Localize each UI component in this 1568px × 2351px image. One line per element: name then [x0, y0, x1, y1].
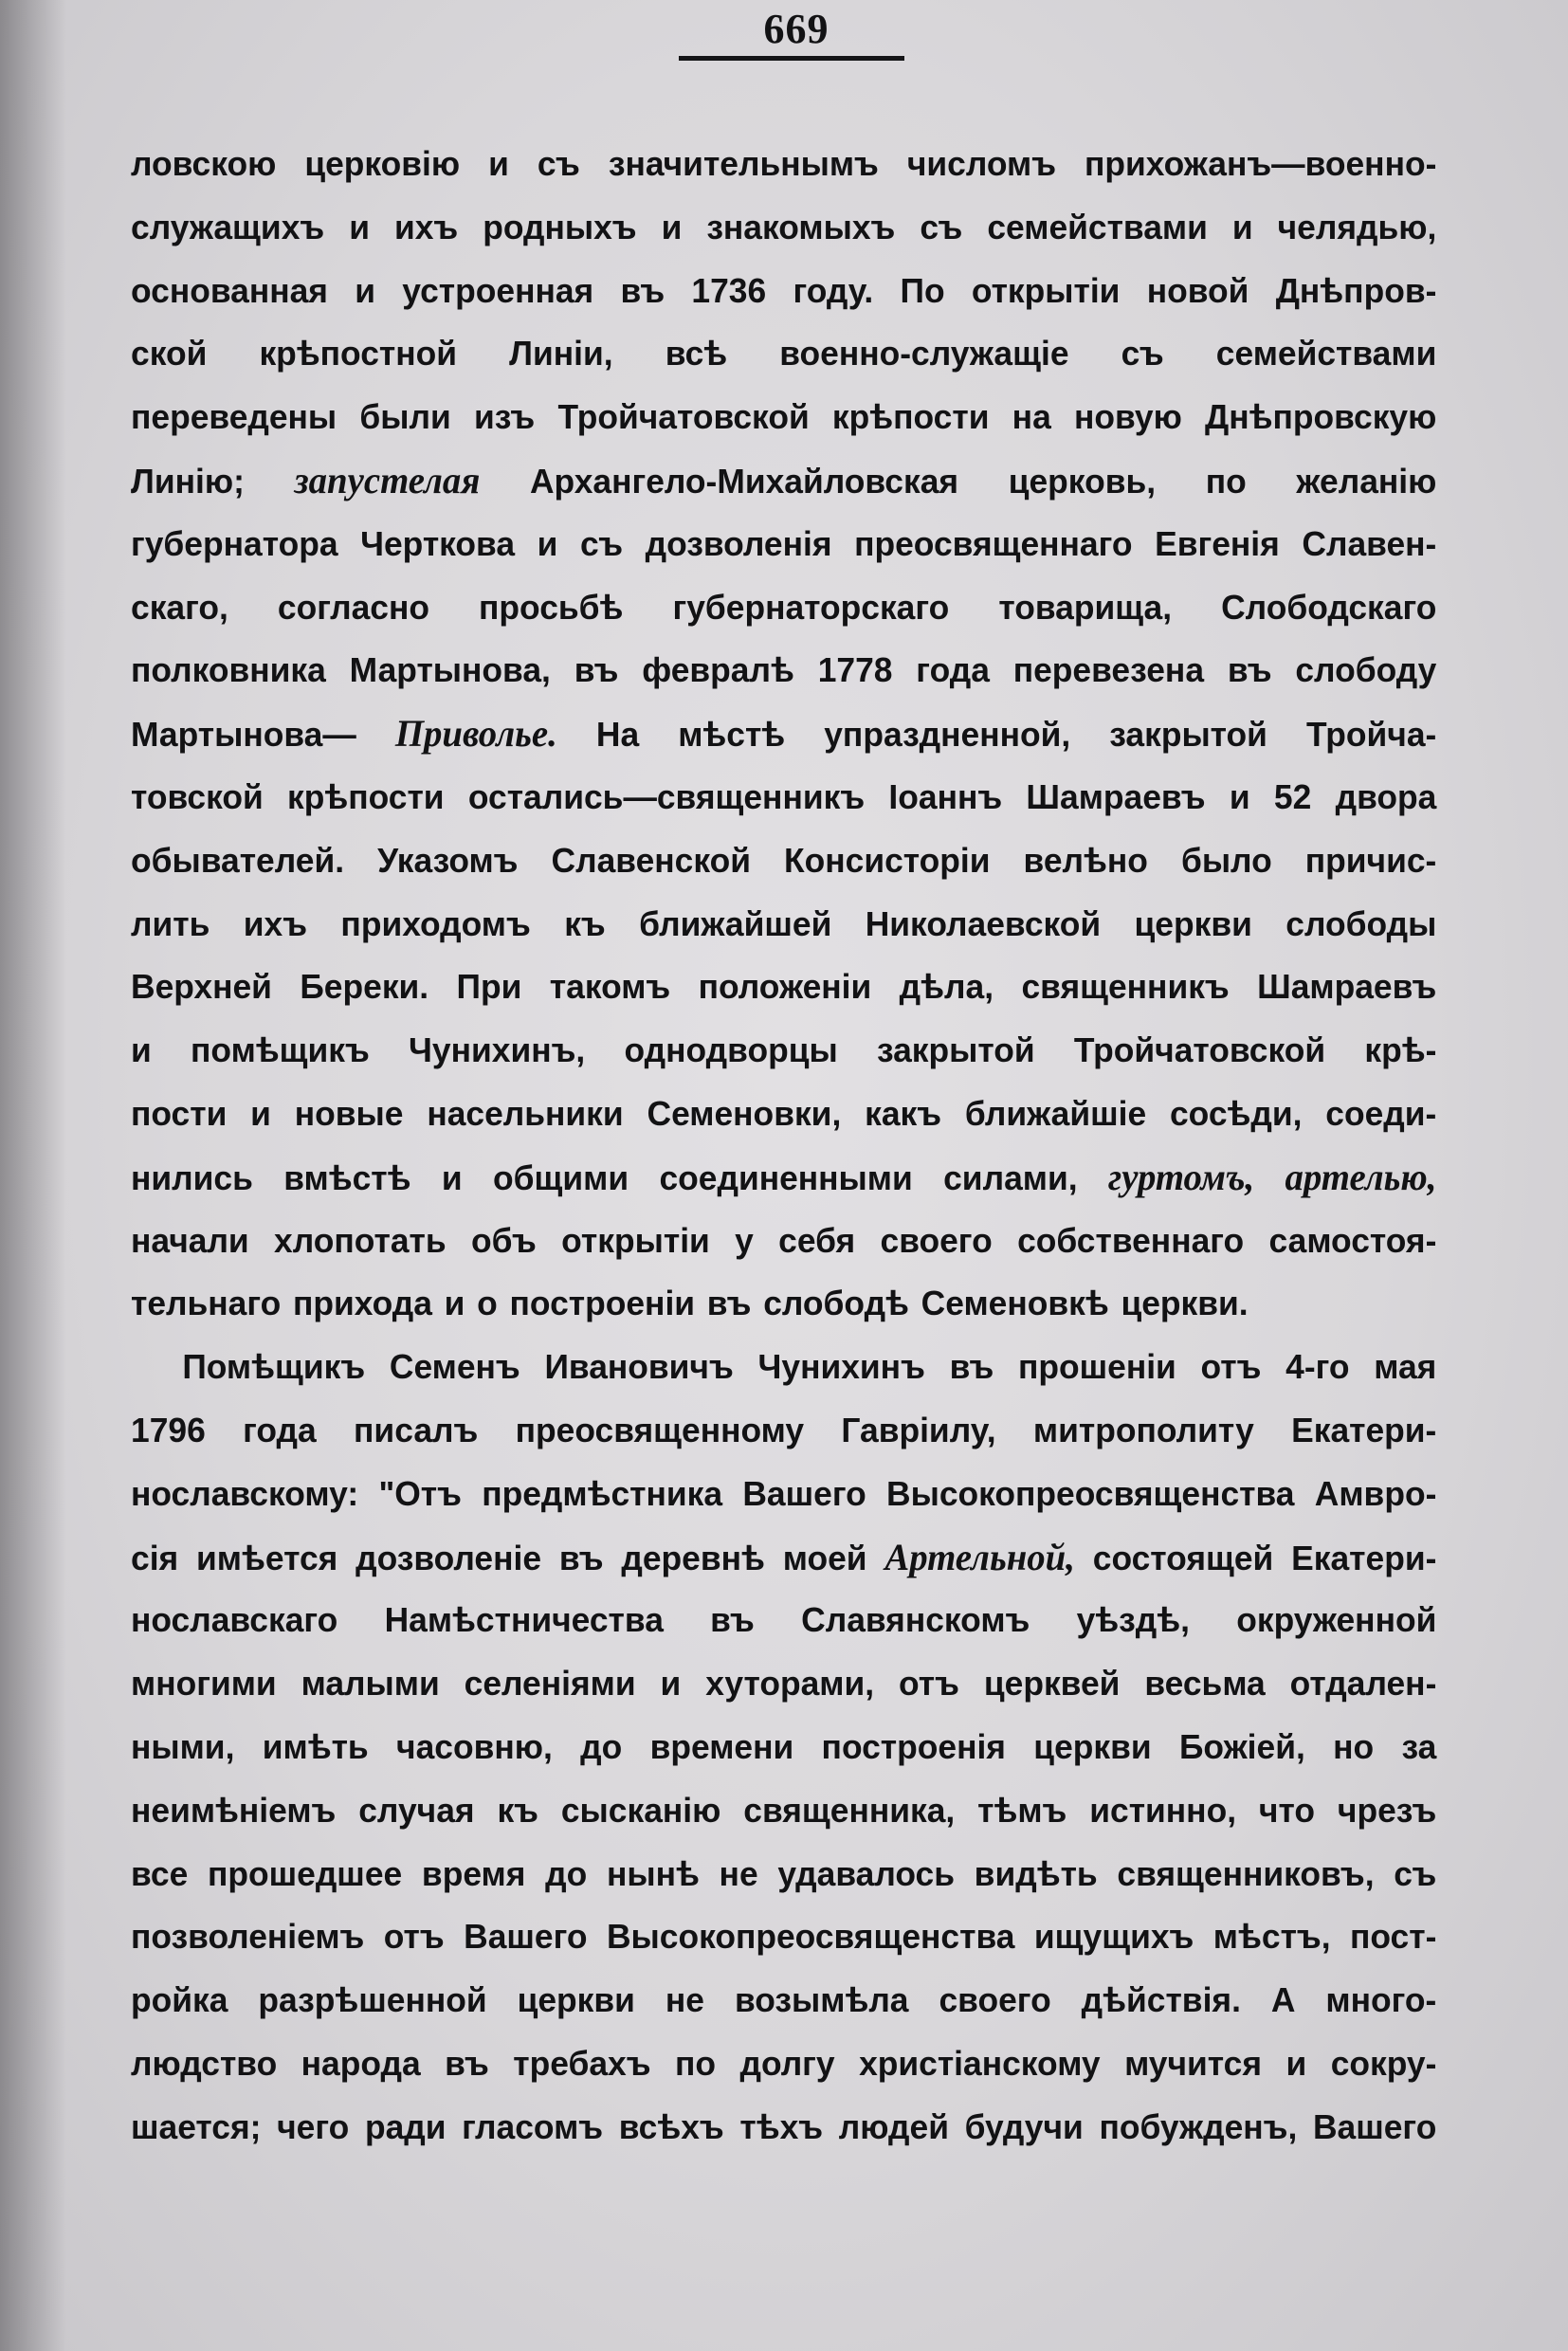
word: предмѣстника [482, 1473, 723, 1513]
word: въ [1227, 650, 1272, 690]
word: насельники [427, 1093, 624, 1133]
word: желанiю [1296, 461, 1437, 501]
word: истинно, [1089, 1790, 1237, 1830]
word: видѣть [974, 1853, 1098, 1893]
word: слободы [1285, 903, 1437, 943]
word: военно-служащiе [779, 334, 1069, 374]
text-line [131, 576, 1436, 640]
word: прихожанъ—военно- [1084, 144, 1437, 183]
word: крѣ- [1364, 1030, 1437, 1070]
word: основанная [131, 270, 328, 310]
word: церковь, [1008, 461, 1157, 501]
word: 52 [1273, 776, 1312, 816]
word: прихода [293, 1284, 432, 1323]
text-line [131, 1019, 1436, 1083]
word: крѣпостной [259, 334, 458, 374]
text-line [131, 196, 1436, 260]
word: открытiи [971, 270, 1121, 310]
word: дѣла, [899, 967, 994, 1007]
word: часовню, [396, 1726, 553, 1766]
word: устроенная [402, 270, 594, 310]
word: мая [1374, 1347, 1437, 1387]
word: закрытой [1109, 715, 1267, 755]
word: На [595, 715, 640, 755]
word: слободѣ [763, 1284, 909, 1323]
word: разрѣшенной [258, 1980, 487, 2020]
italic-word: артелью, [1285, 1155, 1437, 1198]
word: однодворцы [624, 1030, 838, 1070]
word: мѣстѣ [678, 715, 786, 755]
word: упраздненной, [824, 715, 1071, 755]
word: Верхней [131, 967, 272, 1007]
word: значительнымъ [608, 144, 879, 183]
word: что [1258, 1790, 1315, 1830]
word: требахъ [513, 2043, 651, 2083]
word: полковника [131, 650, 326, 690]
word: и [1231, 207, 1253, 246]
word: были [359, 397, 451, 437]
word: служащихъ [131, 207, 325, 246]
word: ской [131, 334, 208, 374]
word: Слободскаго [1221, 587, 1437, 627]
word: Тройчатовской [1073, 1030, 1326, 1070]
word: Iоаннъ [888, 776, 1003, 816]
text-line [131, 1083, 1436, 1146]
word: къ [564, 903, 606, 943]
word: священника, [743, 1790, 956, 1830]
word: въ [445, 2043, 489, 2083]
word: семействами [987, 207, 1208, 246]
word: неимѣнiемъ [131, 1790, 337, 1830]
word: писалъ [354, 1410, 479, 1449]
word: шается; [131, 2106, 262, 2146]
word: Амвро- [1314, 1473, 1437, 1513]
word: Указомъ [377, 840, 519, 880]
word: прошедшее [207, 1853, 403, 1893]
italic-word: гуртомъ, [1107, 1155, 1255, 1198]
word: знакомыхъ [706, 207, 896, 246]
word: Черткова [360, 523, 516, 563]
word: новую [1073, 397, 1182, 437]
word: "Отъ [378, 1473, 462, 1513]
word: построенiи [509, 1284, 696, 1323]
word: семействами [1215, 334, 1437, 374]
word: и [537, 523, 558, 563]
word: своего [939, 1980, 1051, 2020]
word: и [441, 1157, 463, 1197]
word: года [916, 650, 990, 690]
word: Архангело-Михайловская [529, 461, 959, 501]
word: прошенiи [1017, 1347, 1176, 1387]
word: и [1229, 776, 1250, 816]
word: имѣется [196, 1538, 338, 1577]
word: помѣщикъ [191, 1030, 370, 1070]
word: малыми [301, 1664, 440, 1704]
word: преосвященному [515, 1410, 805, 1449]
text-line [131, 1779, 1436, 1843]
word: въ [949, 1347, 994, 1387]
word: священниковъ, [1117, 1853, 1375, 1893]
word: Евгенiя [1155, 523, 1280, 563]
word: съ [920, 207, 963, 246]
word: 4-го [1285, 1347, 1350, 1387]
word: съ [537, 144, 580, 183]
word: товарища, [998, 587, 1173, 627]
word: ихъ [243, 903, 308, 943]
word: просьбѣ [479, 587, 624, 627]
text-line [131, 766, 1436, 829]
word: положенiи [698, 967, 872, 1007]
word: перевезена [1012, 650, 1205, 690]
word: челядью, [1277, 207, 1437, 246]
word: нославскому: [131, 1473, 359, 1513]
word: ближайшей [639, 903, 832, 943]
word: Шамраевъ [1257, 967, 1437, 1007]
word: отдален- [1289, 1664, 1437, 1704]
word: отъ [1200, 1347, 1262, 1387]
word: По [900, 270, 945, 310]
word: Божiей, [1178, 1726, 1305, 1766]
word: не [719, 1853, 758, 1893]
word: и [349, 207, 370, 246]
word: согласно [277, 587, 429, 627]
word: обывателей. [131, 840, 345, 880]
word: по [1205, 461, 1247, 501]
word: позволенiемъ [131, 1917, 365, 1957]
text-line [131, 386, 1436, 449]
word: Высокопреосвященства [606, 1917, 1015, 1957]
text-line [131, 956, 1436, 1019]
word: ближайшiе [964, 1093, 1147, 1133]
word: времени [649, 1726, 794, 1766]
word: съ [579, 523, 624, 563]
word: Вашего [464, 1917, 588, 1957]
word: христiанскому [859, 2043, 1101, 2083]
word: приходомъ [340, 903, 531, 943]
word: Линiи, [509, 334, 613, 374]
word: тѣхъ [739, 2106, 824, 2146]
word: 1778 [817, 650, 893, 690]
word: ихъ [393, 207, 459, 246]
word: себя [778, 1220, 856, 1260]
word: какъ [865, 1093, 942, 1133]
word: губернатора [131, 523, 338, 563]
word: остались—священникъ [467, 776, 866, 816]
word: и [660, 1664, 682, 1704]
word: церкви [517, 1980, 635, 2020]
word: побужденъ, [1099, 2106, 1298, 2146]
word: собственнаго [1017, 1220, 1245, 1260]
word: за [1401, 1726, 1437, 1766]
word: людей [838, 2106, 949, 2146]
word: церкви [1134, 903, 1252, 943]
word: отъ [383, 1917, 445, 1957]
word: силами, [943, 1157, 1078, 1197]
word: общими [493, 1157, 629, 1197]
word: всѣ [665, 334, 728, 374]
word: священникъ [1021, 967, 1230, 1007]
word: въ [620, 270, 665, 310]
word: Славенской [551, 840, 751, 880]
word: нынѣ [606, 1853, 700, 1893]
word: въ [706, 1284, 752, 1323]
word: пост- [1350, 1917, 1437, 1957]
word: было [1180, 840, 1272, 880]
word: гласомъ [462, 2106, 604, 2146]
text-line [131, 1589, 1436, 1652]
word: время [421, 1853, 526, 1893]
word: сiя [131, 1538, 179, 1577]
word: мучится [1124, 2043, 1263, 2083]
text-line [131, 2032, 1436, 2096]
word: все [131, 1853, 189, 1893]
word: состоящей [1092, 1538, 1274, 1577]
word: до [580, 1726, 623, 1766]
word: ройка [131, 1980, 228, 2020]
word: изъ [473, 397, 536, 437]
word: съ [1121, 334, 1164, 374]
word: числомъ [906, 144, 1057, 183]
word: ищущихъ [1033, 1917, 1194, 1957]
word: хуторами, [705, 1664, 875, 1704]
word: Вашего [1312, 2106, 1437, 2146]
word: лить [131, 903, 210, 943]
word: объ [471, 1220, 537, 1260]
text-line [131, 1272, 1436, 1336]
text-line [131, 2096, 1436, 2160]
word: пости [131, 1093, 228, 1133]
word: Высокопреосвященства [886, 1473, 1295, 1513]
word: чего [277, 2106, 350, 2146]
text-line [131, 513, 1436, 576]
text-line [131, 1716, 1436, 1779]
word: хлопотать [274, 1220, 447, 1260]
word: товской [131, 776, 264, 816]
binding-shadow [0, 0, 66, 2351]
word: Славянскомъ [801, 1600, 1030, 1640]
word: окруженной [1236, 1600, 1437, 1640]
word: мѣстъ, [1212, 1917, 1331, 1957]
word: Вашего [742, 1473, 866, 1513]
italic-word: запустелая [294, 458, 481, 501]
word: церкви [1033, 1726, 1152, 1766]
text-line [131, 260, 1436, 323]
word: ными, [131, 1726, 235, 1766]
word: деревнѣ [621, 1538, 765, 1577]
word: соединенными [659, 1157, 913, 1197]
text-line [131, 133, 1436, 196]
word: дозволенiе [356, 1538, 542, 1577]
word: церкви. [1121, 1284, 1249, 1323]
word: Тройча- [1306, 715, 1437, 755]
word: скаго, [131, 587, 228, 627]
word: уѣздѣ, [1076, 1600, 1190, 1640]
word: сысканiю [560, 1790, 721, 1830]
word: много- [1325, 1980, 1437, 2020]
word: и [131, 1030, 152, 1070]
word: сокру- [1330, 2043, 1437, 2083]
word: многими [131, 1664, 277, 1704]
word: моей [782, 1538, 867, 1577]
word: на [1012, 397, 1051, 437]
word: въ [574, 650, 619, 690]
page-number-rule [679, 56, 904, 61]
word: Мартынова, [349, 650, 551, 690]
word: селенiями [464, 1664, 636, 1704]
word: Семеновки, [647, 1093, 842, 1133]
page-number: 669 [763, 6, 830, 52]
text-line [131, 1526, 1436, 1590]
word: въ [558, 1538, 604, 1577]
word: губернаторскаго [672, 587, 950, 627]
text-line [131, 1210, 1436, 1273]
word: Линiю; [131, 461, 245, 501]
word: тельнаго [131, 1284, 282, 1323]
word: къ [497, 1790, 538, 1830]
word: будучи [964, 2106, 1084, 2146]
word: чрезъ [1337, 1790, 1437, 1830]
word: соеди- [1325, 1093, 1437, 1133]
word: Береки. [300, 967, 429, 1007]
word: церквей [983, 1664, 1121, 1704]
word: Намѣстничества [384, 1600, 664, 1640]
word: Екатери- [1291, 1410, 1437, 1449]
text-line [131, 449, 1436, 513]
word: такомъ [549, 967, 671, 1007]
word: Мартынова— [131, 715, 356, 755]
word: крѣпости [287, 776, 445, 816]
word: Чунихинъ [757, 1347, 925, 1387]
word: февралѣ [642, 650, 794, 690]
word: Чунихинъ, [409, 1030, 586, 1070]
word: Днѣпров- [1275, 270, 1437, 310]
word: случая [358, 1790, 475, 1830]
word: причис- [1304, 840, 1437, 880]
text-line [131, 893, 1436, 957]
word: тѣмъ [977, 1790, 1067, 1830]
text-line [131, 702, 1436, 766]
text-line [131, 1843, 1436, 1906]
word: года [243, 1410, 317, 1449]
body-text [131, 133, 1477, 2160]
word: дозволенiя [645, 523, 832, 563]
word: своего [880, 1220, 993, 1260]
text-line [131, 1146, 1436, 1210]
word: людство [131, 2043, 278, 2083]
word: крѣпости [831, 397, 990, 437]
text-line [131, 639, 1436, 702]
word: Консисторiи [784, 840, 991, 880]
word: возымѣла [734, 1980, 909, 2020]
word: митрополиту [1032, 1410, 1254, 1449]
word: закрытой [876, 1030, 1035, 1070]
text-line [131, 1336, 1436, 1399]
word: ловскою [131, 144, 277, 183]
word: самостоя- [1268, 1220, 1437, 1260]
word: и [1285, 2043, 1307, 2083]
word: 1796 [131, 1410, 206, 1449]
text-line [131, 1399, 1436, 1463]
word: Гаврiилу, [841, 1410, 996, 1449]
word: преосвященнаго [854, 523, 1133, 563]
word: всѣхъ [618, 2106, 724, 2146]
word: Днѣпровскую [1205, 397, 1437, 437]
word: Екатери- [1291, 1538, 1437, 1577]
word: ради [364, 2106, 447, 2146]
word: у [735, 1220, 754, 1260]
text-line [131, 829, 1436, 893]
text-line [131, 322, 1436, 386]
word: велѣно [1023, 840, 1148, 880]
word: отъ [899, 1664, 959, 1704]
word: до [545, 1853, 588, 1893]
word: и [355, 270, 376, 310]
word: А [1270, 1980, 1296, 2020]
word: съ [1394, 1853, 1437, 1893]
word: Славен- [1302, 523, 1437, 563]
word: и [488, 144, 509, 183]
word: начали [131, 1220, 249, 1260]
text-line [131, 1905, 1436, 1969]
word: Тройчатовской [557, 397, 810, 437]
word: нились [131, 1157, 253, 1197]
word: При [456, 967, 522, 1007]
word: но [1333, 1726, 1375, 1766]
word: весьма [1144, 1664, 1266, 1704]
word: переведены [131, 397, 337, 437]
word: году. [793, 270, 874, 310]
word: родныхъ [483, 207, 637, 246]
word: вмѣстѣ [283, 1157, 411, 1197]
word: церковiю [304, 144, 461, 183]
word: Помѣщикъ [182, 1347, 366, 1387]
word: и [661, 207, 683, 246]
word: построенiя [821, 1726, 1006, 1766]
text-line [131, 1652, 1436, 1716]
word: двора [1335, 776, 1437, 816]
word: новые [294, 1093, 404, 1133]
word: удавалось [777, 1853, 955, 1893]
word: и [444, 1284, 465, 1323]
word: дѣйствiя. [1081, 1980, 1241, 2020]
word: 1736 [691, 270, 767, 310]
word: народа [301, 2043, 421, 2083]
word: о [477, 1284, 498, 1323]
italic-word: Приволье. [394, 712, 557, 756]
word: нославскаго [131, 1600, 338, 1640]
text-line [131, 1969, 1436, 2032]
word: и [250, 1093, 271, 1133]
word: долгу [739, 2043, 835, 2083]
word: новой [1146, 270, 1249, 310]
word: Шамраевъ [1026, 776, 1206, 816]
word: открытiи [561, 1220, 710, 1260]
word: имѣть [262, 1726, 369, 1766]
word: Ивановичъ [544, 1347, 734, 1387]
text-line [131, 1463, 1436, 1526]
word: по [675, 2043, 717, 2083]
italic-word: Артельной, [884, 1535, 1075, 1578]
word: не [665, 1980, 704, 2020]
word: Семенъ [389, 1347, 520, 1387]
word: въ [710, 1600, 755, 1640]
word: сосѣди, [1169, 1093, 1303, 1133]
word: Семеновкѣ [921, 1284, 1109, 1323]
word: слободу [1295, 650, 1437, 690]
word: Николаевской [865, 903, 1102, 943]
